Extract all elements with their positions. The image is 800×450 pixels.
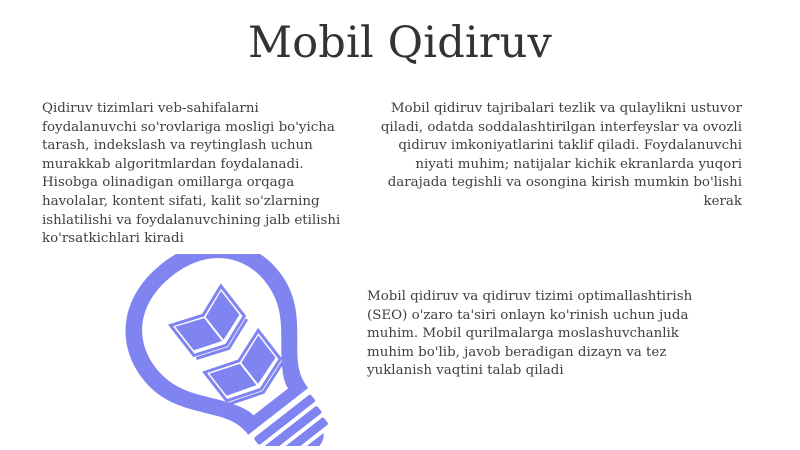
paragraph-search-algorithms: Qidiruv tizimlari veb-sahifalarni foydalanuvchi so'rovlariga mosligi bo'yicha tarash, indekslash va reytinglash uchun murakkab algoritmlardan foydalanadi. Hisobga olinadigan omillarga orqaga havolalar, kontent sifati, kalit so'zlarning ishlatilishi va foydalanuvchining jalb etilishi ko'rsatkichlari kiradi [42, 101, 341, 247]
paragraph-mobile-seo: Mobil qidiruv va qidiruv tizimi optimallashtirish (SEO) o'zaro ta'siri onlayn ko'rinish uchun juda muhim. Mobil qurilmalarga moslashuvchanlik muhim bo'lib, javob beradigan dizayn va tez yuklanish vaqtini talab qiladi [367, 289, 693, 379]
slide-title: Mobil Qidiruv [247, 18, 553, 68]
lightbulb-book-icon [96, 254, 342, 446]
paragraph-mobile-experience: Mobil qidiruv tajribalari tezlik va qulaylikni ustuvor qiladi, odatda soddalashtirilgan interfeyslar va ovozli qidiruv imkoniyatlarini taklif qiladi. Foydalanuvchi niyati muhim; natijalar kichik ekranlarda yuqori darajada tegishli va osongina kirish mumkin bo'lishi kerak [380, 101, 742, 209]
